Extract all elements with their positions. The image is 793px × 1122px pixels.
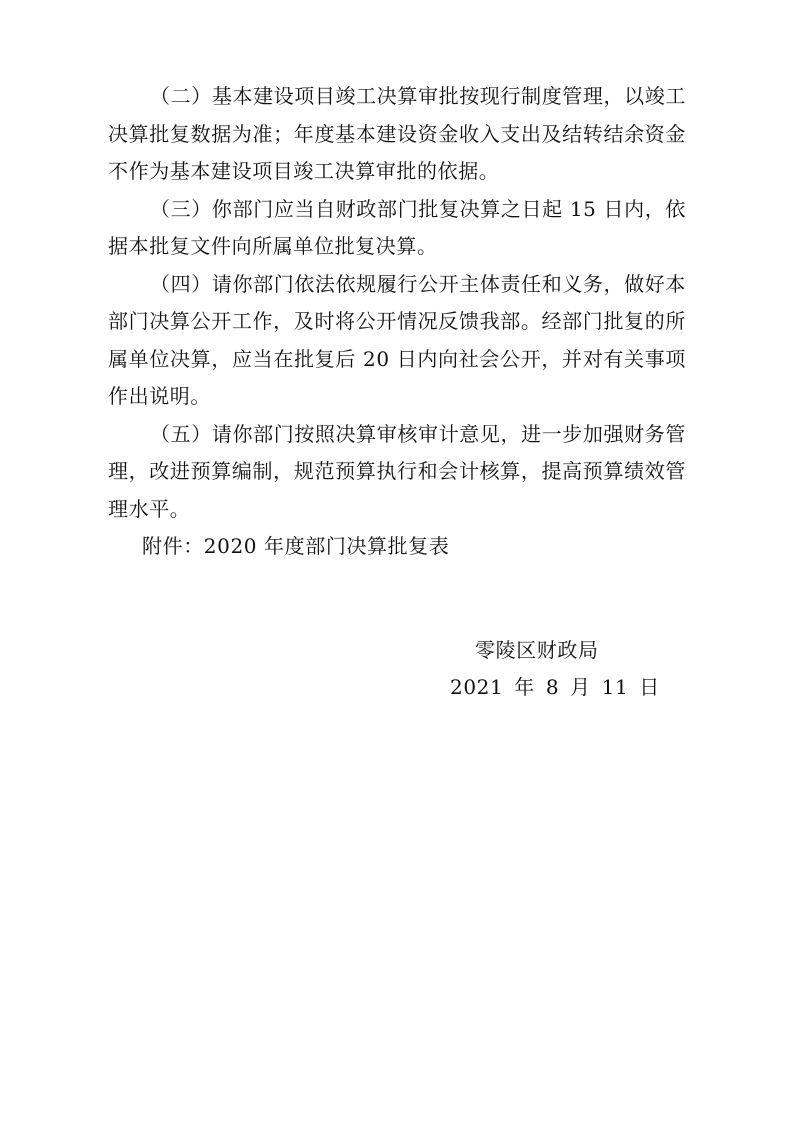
issuing-organization: 零陵区财政局 bbox=[475, 638, 599, 662]
paragraph-item-5: （五）请你部门按照决算审核审计意见，进一步加强财务管理，改进预算编制，规范预算执行和会计核算，提高预算绩效管理水平。 bbox=[108, 421, 686, 521]
paragraph-item-4: （四）请你部门依法依规履行公开主体责任和义务，做好本部门决算公开工作，及时将公开情况反馈我部。经部门批复的所属单位决算，应当在批复后 20 日内向社会公开，并对有关事项作出说明。 bbox=[108, 271, 686, 408]
document-body bbox=[108, 78, 686, 566]
attachment-line: 附件：2020 年度部门决算批复表 bbox=[142, 534, 450, 558]
paragraph-item-2: （二）基本建设项目竣工决算审批按现行制度管理，以竣工决算批复数据为准；年度基本建设资金收入支出及结转结余资金不作为基本建设项目竣工决算审批的依据。 bbox=[108, 84, 686, 183]
paragraph-item-3: （三）你部门应当自财政部门批复决算之日起 15 日内，依据本批复文件向所属单位批复决算。 bbox=[108, 196, 686, 258]
issue-date: 2021 年 8 月 11 日 bbox=[450, 675, 660, 699]
